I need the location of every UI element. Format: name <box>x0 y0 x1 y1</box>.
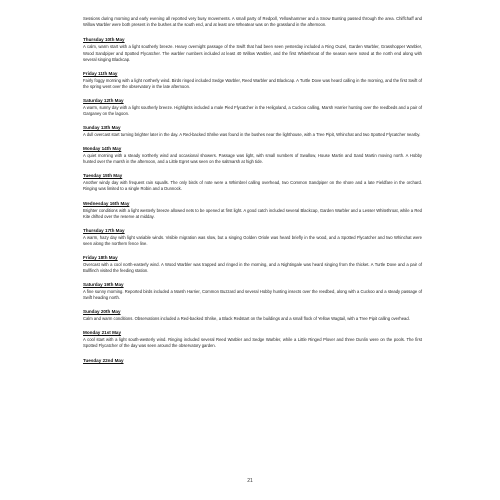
entry-date-heading: Saturday 12th May <box>83 97 124 103</box>
entry-text: A fine sunny morning. Reported birds included a Marsh Harrier, Common Buzzard and several Hobby hunting insects over the reedbed, along with a Cuckoo and a steady passage of Swift heading north. <box>83 289 422 301</box>
diary-entries <box>83 37 422 363</box>
diary-entry <box>83 201 422 220</box>
diary-entry <box>83 37 422 62</box>
diary-entry <box>83 173 422 192</box>
diary-entry <box>83 358 422 364</box>
entry-date-heading: Monday 21st May <box>83 330 122 336</box>
entry-text: Brighter conditions with a light westerly breeze allowed nets to be opened at first light. A good catch included several Blackcap, Garden Warbler and a Lesser Whitethroat, while a Red Kite drifted over the reserve at midday. <box>83 207 422 219</box>
entry-text: A calm, warm start with a light southerly breeze. Heavy overnight passage of the Swift that had been seen yesterday included a Ring Ouzel, Garden Warbler, Grasshopper Warbler, Wood Sandpiper and Spotted Flycatcher. The warbler numbers included at least 40 Willow Warbler, and the first Whitethroat of the season were noted at the north end along with several singing Blackcap. <box>83 44 422 62</box>
entry-text: Overcast with a cool north-easterly wind. A Wood Warbler was trapped and ringed in the morning, and a Nightingale was heard singing from the thicket. A Turtle Dove and a pair of Bullfinch visited the feeding station. <box>83 261 422 273</box>
diary-entry <box>83 98 422 117</box>
entry-date-heading: Thursday 17th May <box>83 227 125 233</box>
diary-entry <box>83 255 422 274</box>
entry-text: A warm, sunny day with a light southerly breeze. Highlights included a male Pied Flycatcher in the Heligoland, a Cuckoo calling, Marsh Harrier hunting over the reedbeds and a pair of Garganey on the lagoon. <box>83 104 422 116</box>
diary-entry <box>83 330 422 349</box>
entry-text: A warm, hazy day with light variable winds. Visible migration was slow, but a singing Golden Oriole was heard briefly in the wood, and a Spotted Flycatcher and two Whinchat were seen along the northern fence line. <box>83 234 422 246</box>
intro-paragraph: Sessions during morning and early evening all reported very busy movements. A small party of Redpoll, Yellowhammer and a Snow Bunting passed through the area. Chiffchaff and Willow Warbler were both present in the bushes at the south end, and at least one Wheatear was on the grassland in the afternoon. <box>83 16 422 28</box>
entry-date-heading: Tuesday 22nd May <box>83 357 124 363</box>
entry-date-heading: Sunday 20th May <box>83 309 121 315</box>
entry-date-heading: Thursday 10th May <box>83 37 125 43</box>
entry-date-heading: Friday 11th May <box>83 70 118 76</box>
entry-date-heading: Friday 18th May <box>83 254 118 260</box>
entry-text: A dull overcast start turning brighter later in the day. A Red-backed Shrike was found in the bushes near the lighthouse, with a Tree Pipit, Whinchat and two Spotted Flycatcher nearby. <box>83 132 421 138</box>
entry-text: Another windy day with frequent rain squalls. The only birds of note were a Whimbrel calling overhead, two Common Sandpiper on the shore and a late Fieldfare in the orchard. Ringing was limited to a single Robin and a Dunnock. <box>83 180 422 192</box>
entry-date-heading: Wednesday 16th May <box>83 200 130 206</box>
diary-entry <box>83 146 422 165</box>
diary-entry <box>83 125 422 138</box>
entry-text: Calm and warm conditions. Observations included a Red-backed Shrike, a Black Redstart on the buildings and a small flock of Yellow Wagtail, with a Tree Pipit calling overhead. <box>83 316 410 322</box>
entry-date-heading: Sunday 13th May <box>83 125 121 131</box>
diary-entry <box>83 309 422 322</box>
diary-entry <box>83 228 422 247</box>
entry-text: Fairly foggy morning with a light northerly wind. Birds ringed included Sedge Warbler, Reed Warbler and Blackcap. A Turtle Dove was heard calling in the morning, and the first Swift of the spring went over the observatory in the late afternoon. <box>83 77 422 89</box>
page-number: 21 <box>247 478 253 484</box>
entry-text: A cool start with a light south-westerly wind. Ringing included several Reed Warbler and Sedge Warbler, while a Little Ringed Plover and three Dunlin were on the pools. The first Spotted Flycatcher of the day was seen around the observatory garden. <box>83 337 422 349</box>
entry-date-heading: Tuesday 15th May <box>83 173 123 179</box>
entry-text: A quiet morning with a steady northerly wind and occasional showers. Passage was light, with small numbers of Swallow, House Martin and Sand Martin moving north. A Hobby hunted over the marsh in the afternoon, and a Little Egret was seen on the saltmarsh at high tide. <box>83 153 422 165</box>
entry-date-heading: Saturday 19th May <box>83 282 124 288</box>
entry-date-heading: Monday 14th May <box>83 146 122 152</box>
diary-entry <box>83 282 422 301</box>
diary-entry <box>83 71 422 90</box>
